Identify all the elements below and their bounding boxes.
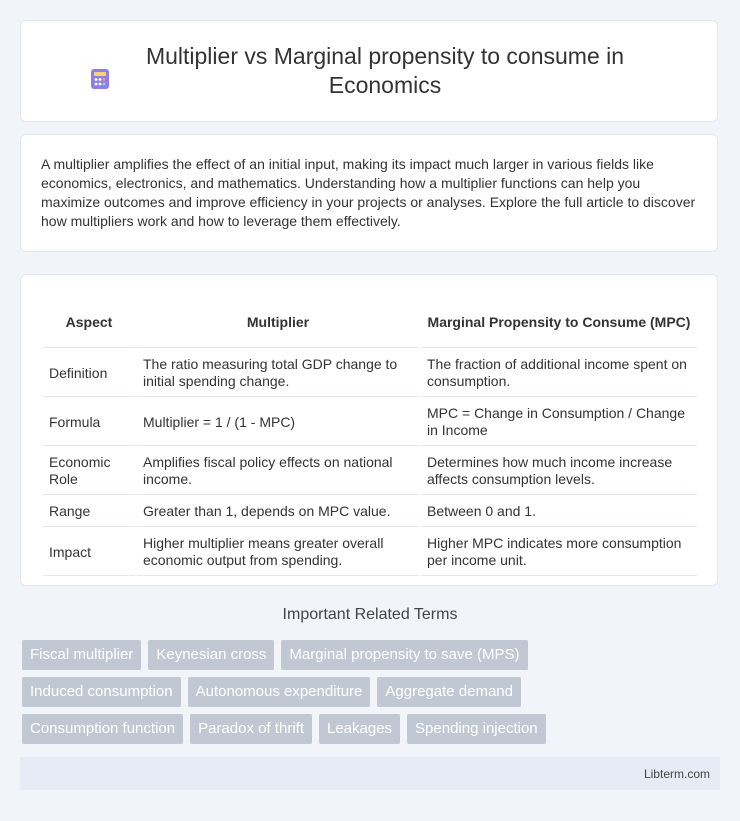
comparison-card <box>20 274 718 586</box>
tag-spending-injection[interactable]: Spending injection <box>407 714 546 744</box>
table-cell: Impact <box>43 529 135 576</box>
table-row <box>43 399 697 446</box>
tag-keynesian-cross[interactable]: Keynesian cross <box>148 640 274 670</box>
tag-fiscal-multiplier[interactable]: Fiscal multiplier <box>22 640 141 670</box>
footer-brand-link[interactable]: Libterm.com <box>643 766 710 781</box>
title-wrap <box>89 42 649 100</box>
tag-induced-consumption[interactable]: Induced consumption <box>22 677 181 707</box>
tag-leakages[interactable]: Leakages <box>319 714 400 744</box>
table-cell: The fraction of additional income spent on consumption. <box>421 350 697 397</box>
footer <box>20 757 720 790</box>
tag-row <box>22 677 722 707</box>
related-terms-title: Important Related Terms <box>282 606 458 623</box>
column-header-mpc: Marginal Propensity to Consume (MPC) <box>421 297 697 348</box>
related-terms-list <box>22 640 722 751</box>
table-cell: The ratio measuring total GDP change to initial spending change. <box>137 350 419 397</box>
header-card <box>20 20 718 122</box>
table-row <box>43 448 697 495</box>
column-header-aspect: Aspect <box>43 297 135 348</box>
intro-text: A multiplier amplifies the effect of an initial input, making its impact much larger in various fields like economics, electronics, and mathematics. Understanding how a multiplier functions can help you maximize outcomes and improve efficiency in your projects or analyses. Explore the full article to discover how multipliers work and how to leverage them effectively. <box>41 156 696 229</box>
table-cell: Multiplier = 1 / (1 - MPC) <box>137 399 419 446</box>
tag-consumption-function[interactable]: Consumption function <box>22 714 183 744</box>
tag-paradox-of-thrift[interactable]: Paradox of thrift <box>190 714 312 744</box>
calculator-icon <box>89 68 111 90</box>
table-row <box>43 529 697 576</box>
table-cell: Higher multiplier means greater overall economic output from spending. <box>137 529 419 576</box>
table-header-row <box>43 297 697 348</box>
table-cell: Formula <box>43 399 135 446</box>
tag-row <box>22 640 722 670</box>
comparison-table <box>41 295 699 578</box>
table-row <box>43 350 697 397</box>
table-cell: Economic Role <box>43 448 135 495</box>
table-cell: MPC = Change in Consumption / Change in Income <box>421 399 697 446</box>
column-header-multiplier: Multiplier <box>137 297 419 348</box>
table-cell: Between 0 and 1. <box>421 497 697 527</box>
intro-card <box>20 134 718 252</box>
table-cell: Range <box>43 497 135 527</box>
table-row <box>43 497 697 527</box>
tag-aggregate-demand[interactable]: Aggregate demand <box>377 677 521 707</box>
table-cell: Determines how much income increase affects consumption levels. <box>421 448 697 495</box>
table-cell: Amplifies fiscal policy effects on national income. <box>137 448 419 495</box>
table-cell: Definition <box>43 350 135 397</box>
tag-mps[interactable]: Marginal propensity to save (MPS) <box>281 640 527 670</box>
tag-autonomous-expenditure[interactable]: Autonomous expenditure <box>188 677 371 707</box>
table-cell: Higher MPC indicates more consumption per income unit. <box>421 529 697 576</box>
page-title: Multiplier vs Marginal propensity to consume in Economics <box>145 43 625 98</box>
tag-row <box>22 714 722 744</box>
table-cell: Greater than 1, depends on MPC value. <box>137 497 419 527</box>
